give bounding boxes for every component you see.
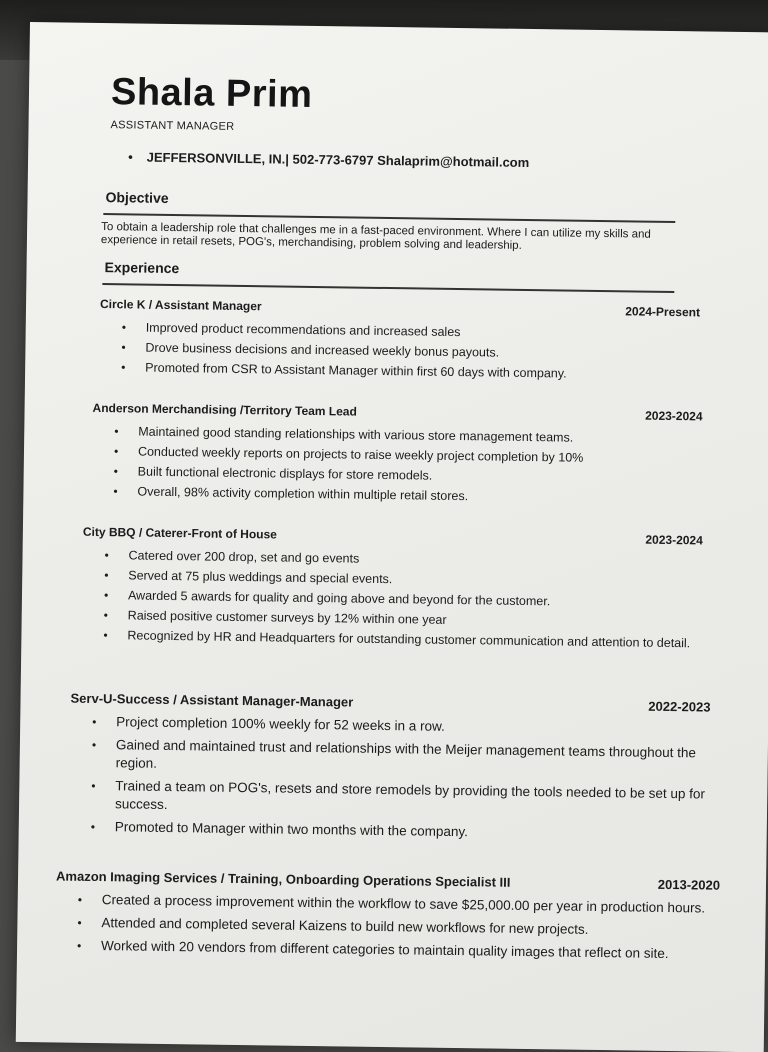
- job-header: [83, 525, 703, 550]
- bullet-mark: •: [91, 778, 96, 793]
- bullet-mark: •: [114, 424, 119, 439]
- bullet-text: Promoted from CSR to Assistant Manager within first 60 days with company.: [145, 360, 567, 381]
- bullet-mark: •: [90, 819, 96, 834]
- bullet-text: Worked with 20 vendors from different categories to maintain quality images that reflect on site.: [101, 938, 669, 962]
- job-bullet: [70, 736, 710, 781]
- candidate-role: ASSISTANT MANAGER: [110, 119, 235, 133]
- job-entry: [69, 691, 711, 850]
- bullet-mark: •: [121, 340, 126, 355]
- job-title: Amazon Imaging Services / Training, Onboarding Operations Specialist III: [55, 868, 511, 890]
- bullet-text: Overall, 98% activity completion within multiple retail stores.: [137, 484, 469, 504]
- experience-heading: Experience: [104, 259, 180, 277]
- bullet-text: Served at 75 plus weddings and special events.: [128, 568, 393, 587]
- bullet-mark: •: [103, 628, 108, 643]
- bullet-mark: •: [91, 737, 97, 752]
- job-entry: [99, 297, 700, 387]
- bullet-mark: •: [77, 915, 82, 930]
- job-entry: [55, 868, 720, 968]
- job-entry: [81, 525, 703, 656]
- bullet-text: Attended and completed several Kaizens to build new workflows for new projects.: [101, 915, 589, 937]
- bullet-text: Gained and maintained trust and relationships with the Meijer management teams throughout the region.: [115, 737, 697, 771]
- candidate-name: Shala Prim: [110, 71, 313, 116]
- job-header: [92, 401, 702, 426]
- bullet-text: Promoted to Manager within two months with the company.: [114, 819, 469, 840]
- job-header: [100, 297, 700, 321]
- job-bullet: [55, 936, 719, 963]
- job-bullets: [99, 319, 700, 383]
- job-bullets: [55, 890, 720, 963]
- bullet-mark: •: [113, 484, 118, 499]
- bullet-mark: •: [77, 938, 82, 953]
- resume-page: [16, 22, 768, 1052]
- bullet-mark: •: [113, 464, 119, 479]
- bullet-text: Maintained good standing relationships with various store management teams.: [138, 424, 574, 445]
- job-dates: 2024-Present: [625, 304, 701, 320]
- objective-heading: Objective: [105, 189, 169, 206]
- bullet-text: Created a process improvement within the workflow to save $25,000.00 per year in production hours.: [101, 892, 706, 916]
- bullet-text: Awarded 5 awards for quality and going above and beyond for the customer.: [127, 588, 551, 609]
- job-bullets: [69, 713, 711, 845]
- objective-rule: [103, 213, 675, 222]
- contact-details: JEFFERSONVILLE, IN.| 502-773-6797 Shalaprim@hotmail.com: [146, 149, 530, 170]
- job-title: Anderson Merchandising /Territory Team Lead: [92, 400, 357, 419]
- bullet-text: Recognized by HR and Headquarters for outstanding customer communication and attention to detail.: [127, 628, 691, 651]
- bullet-text: Drove business decisions and increased weekly bonus payouts.: [145, 340, 500, 360]
- bullet-text: Trained a team on POG's, resets and store remodels by providing the tools needed to be set up for success.: [114, 778, 706, 812]
- job-bullets: [81, 547, 702, 652]
- bullet-mark: •: [103, 588, 109, 603]
- contact-line: [128, 149, 529, 170]
- job-dates: 2023-2024: [645, 408, 703, 424]
- job-bullet: [91, 483, 701, 508]
- bullet-text: Project completion 100% weekly for 52 weeks in a row.: [116, 714, 445, 734]
- job-entry: [91, 401, 702, 512]
- job-header: [70, 691, 710, 716]
- job-bullet: [81, 627, 701, 652]
- job-bullets: [91, 423, 702, 508]
- bullet-mark: •: [104, 548, 109, 563]
- bullet-mark: •: [103, 608, 109, 623]
- experience-rule: [102, 283, 674, 292]
- job-bullet: [56, 890, 720, 917]
- job-title: Circle K / Assistant Manager: [99, 297, 262, 314]
- bullet-mark: •: [121, 360, 126, 375]
- bullet-mark: •: [104, 568, 109, 583]
- job-bullet: [55, 913, 719, 940]
- job-bullet: [69, 818, 709, 845]
- bullet-mark: •: [113, 444, 119, 459]
- job-dates: 2022-2023: [648, 698, 711, 715]
- bullet-text: Improved product recommendations and increased sales: [145, 320, 461, 340]
- job-dates: 2023-2024: [645, 532, 703, 548]
- job-title: Serv-U-Success / Assistant Manager-Manager: [70, 690, 354, 710]
- contact-bullet: •: [128, 149, 133, 165]
- bullet-text: Raised positive customer surveys by 12% within one year: [127, 608, 447, 627]
- job-bullet: [69, 777, 709, 822]
- bullet-text: Built functional electronic displays for store remodels.: [137, 464, 433, 483]
- job-bullet: [70, 713, 710, 740]
- bullet-mark: •: [77, 892, 83, 907]
- bullet-mark: •: [121, 320, 127, 335]
- bullet-mark: •: [92, 714, 97, 729]
- bullet-text: Conducted weekly reports on projects to raise weekly project completion by 10%: [137, 444, 584, 465]
- bullet-text: Catered over 200 drop, set and go events: [128, 548, 360, 566]
- job-dates: 2013-2020: [657, 876, 721, 893]
- job-title: City BBQ / Caterer-Front of House: [82, 524, 277, 542]
- job-header: [56, 868, 720, 893]
- job-bullet: [99, 359, 699, 383]
- objective-text: To obtain a leadership role that challenges me in a fast-paced environment. Where I can utilize my skills and experience in retail resets, POG's, merchandising, problem solving and leadership.: [100, 221, 651, 252]
